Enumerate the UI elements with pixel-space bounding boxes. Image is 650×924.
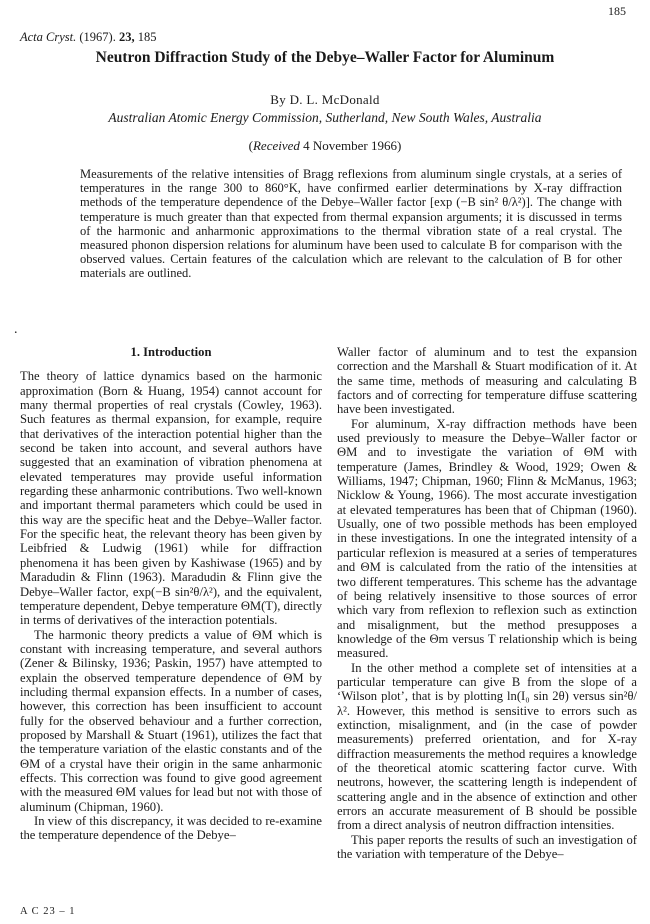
paragraph: For aluminum, X-ray diffraction methods have been used previously to measure the Debye–Waller factor or ΘM and to investigate the variation of ΘM with temperature (James, Brindley & Wood, 1929; Owen & Williams, 1947; Chipman, 1960; Flinn & McManus, 1963; Nicklow & Young, 1966). The most accurate investigation at elevated temperatures has been that of Chipman (1960). Usually, one of two possible methods has been employed in these investigations. In one the integrated intensity of a particular reflexion is measured at a series of temperatures and ΘM is calculated from the ratio of the intensities at two different temperatures. This scheme has the advantage of being relatively insensitive to those sources of error which vary from reflexion to reflexion such as extinction and misalignment, but the method presupposes a knowledge of the Θm versus T relationship which is being measured. [337, 416, 637, 661]
received-open: ( [248, 138, 253, 153]
abstract: Measurements of the relative intensities of Bragg reflexions from aluminum single crystals, at a series of temperatures in the range 300 to 860°K, have confirmed earlier determinations by X-ray diffraction methods of the temperature dependence of the Debye–Waller factor [exp (−B sin² θ/λ²)]. The change with temperature is much greater than that expected from thermal expansion arguments; it is discussed in terms of the harmonic and anharmonic approximations to the thermal vibration state of a real crystal. The measured phonon dispersion relations for aluminum have been used to calculate B for comparison with the observed values. Certain features of the calculation which are relevant to the calculation of B for other materials are outlined. [80, 167, 622, 281]
paragraph: This paper reports the results of such an investigation of the variation with temperature of the Debye– [337, 832, 637, 862]
page-number: 185 [608, 4, 626, 18]
right-column [337, 345, 637, 861]
paragraph: In the other method a complete set of intensities at a particular temperature can give B from the slope of a ‘Wilson plot’, that is by plotting ln(I₀ sin 2θ) versus sin²θ/λ². However, this method is sensitive to errors such as extinction, misalignment, and (in the case of powder measurements) preferred orientation, and for X-ray diffraction measurements the method requires a knowledge of the theoretical atomic scattering factor curve. With neutrons, however, the scattering length is independent of scattering angle and in the absence of extinction and other errors an accurate measurement of B should be possible from a direct analysis of neutron diffraction intensities. [337, 660, 637, 833]
paragraph: Waller factor of aluminum and to test the expansion correction and the Marshall & Stuart modification of it. At the same time, methods of measuring and calculating B factors and of correcting for temperature diffuse scattering have been investigated. [337, 345, 637, 417]
margin-mark: . [14, 322, 18, 337]
page-footer: A C 23 – 1 [20, 906, 76, 917]
received-date [0, 138, 650, 154]
journal-year: (1967). [79, 30, 116, 44]
paper-title: Neutron Diffraction Study of the Debye–Waller Factor for Aluminum [95, 49, 555, 66]
paragraph: In view of this discrepancy, it was decided to re-examine the temperature dependence of the Debye– [20, 814, 322, 843]
journal-page: 185 [137, 30, 157, 44]
paragraph: The theory of lattice dynamics based on the harmonic approximation (Born & Huang, 1954) cannot account for many thermal properties of real crystals (Cowley, 1963). Such features as thermal expansion, for example, require that derivatives of the interaction potential higher than the second be taken into account, and several authors have suggested that an examination of vibration phenomena at elevated temperatures may provide useful information regarding these anharmonic contributions. Two well-known and important thermal parameters which could be used in this way are the specific heat and the Debye–Waller factor. For the specific heat, the relevant theory has been given by Leibfried & Ludwig (1961) while for diffraction phenomena it has been given by Kashiwase (1965) and by Maradudin & Flinn (1963). Maradudin & Flinn give the Debye–Waller factor, exp(−B sin²θ/λ²), and the equivalent, temperature dependent, Debye temperature ΘM(T), directly in terms of derivatives of the interaction potentials. [20, 369, 322, 628]
section-heading: 1. Introduction [130, 345, 212, 359]
author-line: By D. L. McDonald [270, 92, 380, 107]
received-year: 1966) [371, 138, 402, 153]
received-date-text: 4 November [303, 138, 368, 153]
left-column [20, 345, 322, 843]
affiliation: Australian Atomic Energy Commission, Sutherland, New South Wales, Australia [108, 110, 542, 125]
journal-volume: 23, [118, 30, 135, 44]
journal-name: Acta Cryst. [20, 30, 77, 44]
journal-citation [20, 30, 156, 45]
received-word: Received [252, 138, 300, 153]
paragraph: The harmonic theory predicts a value of ΘM which is constant with increasing temperature, and several authors (Zener & Bilinsky, 1936; Paskin, 1957) have attempted to explain the observed temperature dependence of ΘM by including thermal expansion effects. In a number of cases, however, this correction has been insufficient to account fully for the observed behaviour and a further correction, proposed by Marshall & Stuart (1961), utilizes the fact that the temperature variation of the elastic constants and of the ΘM of a crystal have their origin in the same anharmonic effects. This correction was found to give good agreement with the measured ΘM values for lead but not with those of aluminum (Chipman, 1960). [20, 627, 322, 814]
